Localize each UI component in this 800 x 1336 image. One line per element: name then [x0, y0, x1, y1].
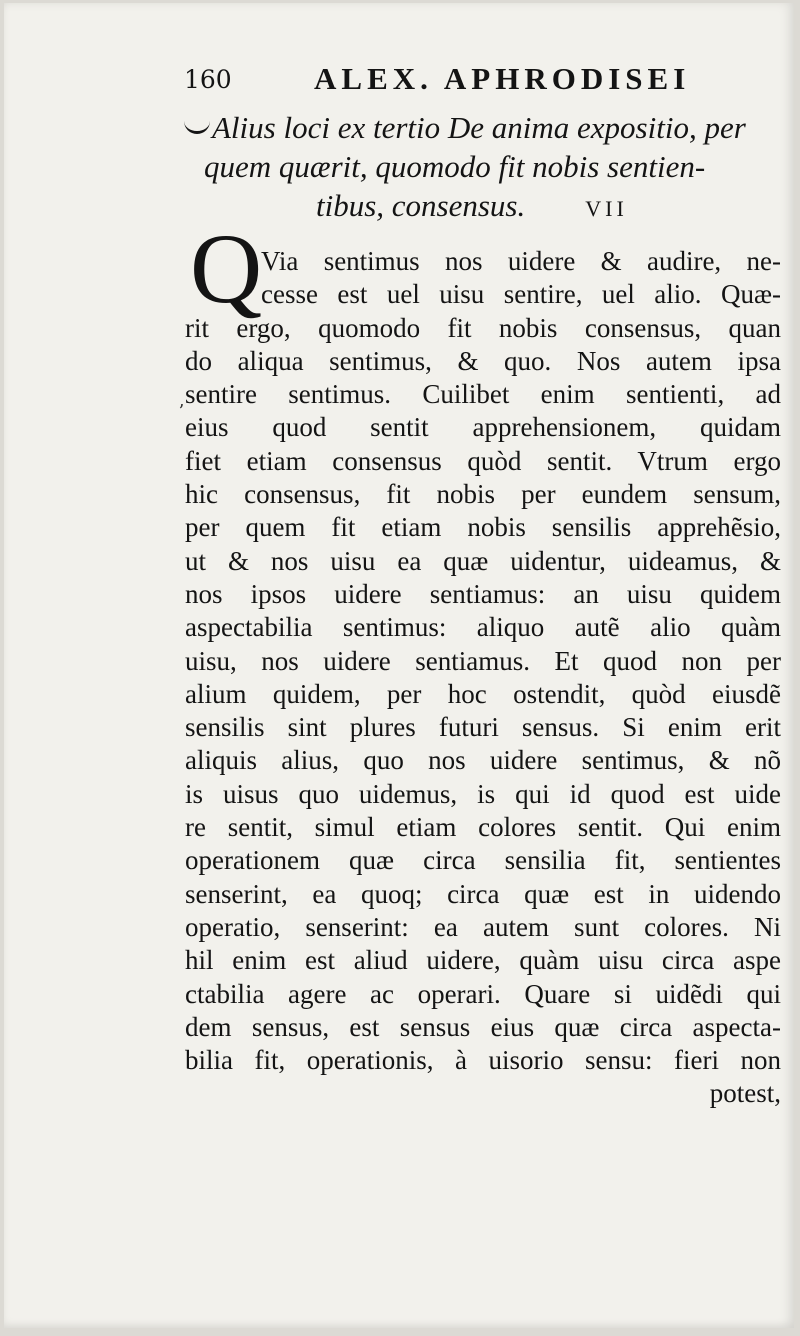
text-line: operationem quæ circa sensilia fit, sentientes [185, 845, 781, 876]
text-line: ctabilia agere ac operari. Quare si uidẽdi qui [185, 978, 781, 1009]
text-line: hic consensus, fit nobis per eundem sensum, [185, 479, 781, 510]
text-line: aliquis alius, quo nos uidere sentimus, & nõ [185, 745, 781, 776]
drop-cap-initial: Q [190, 213, 263, 324]
text-line: hil enim est aliud uidere, quàm uisu circa aspe [185, 945, 781, 976]
text-line: fiet etiam consensus quòd sentit. Vtrum ergo [185, 445, 781, 476]
text-line: per quem fit etiam nobis sensilis apprehẽsio, [185, 512, 781, 543]
book-page [4, 3, 794, 1328]
body-text [185, 245, 781, 1111]
flourish-ornament-icon [184, 117, 210, 134]
text-line: nos ipsos uidere sentiamus: an uisu quidem [185, 578, 781, 609]
text-line: operatio, senserint: ea autem sunt colores. Ni [185, 911, 781, 942]
heading-text: Alius loci ex tertio De anima expositio, per [212, 110, 746, 145]
text-line: rit ergo, quomodo fit nobis consensus, quan [185, 312, 781, 343]
chapter-number: VII [585, 196, 628, 221]
text-line: dem sensus, est sensus eius quæ circa aspecta- [185, 1011, 781, 1042]
text-line: uisu, nos uidere sentiamus. Et quod non per [185, 645, 781, 676]
running-title: ALEX. APHRODISEI [314, 61, 691, 96]
text-line: alium quidem, per hoc ostendit, quòd eiusdẽ [185, 678, 781, 709]
text-line: sentire sentimus. Cuilibet enim sentienti, ad [185, 379, 781, 410]
text-line: senserint, ea quoq; circa quæ est in uidendo [185, 878, 781, 909]
text-line: bilia fit, operationis, à uisorio sensu: fieri non [185, 1045, 781, 1076]
catchword: potest, [709, 1078, 781, 1109]
margin-mark: ʼ [178, 401, 184, 422]
chapter-heading [184, 108, 774, 228]
text-line: eius quod sentit apprehensionem, quidam [185, 412, 781, 443]
text-line: ut & nos uisu ea quæ uidentur, uideamus, & [185, 545, 781, 576]
text-line: re sentit, simul etiam colores sentit. Qui enim [185, 812, 781, 843]
heading-line [184, 186, 774, 228]
text-line: Via sentimus nos uidere & audire, ne- [261, 246, 781, 276]
text-line: is uisus quo uidemus, is qui id quod est uide [185, 778, 781, 809]
text-line: cesse est uel uisu sentire, uel alio. Quæ- [261, 279, 781, 310]
text-line: do aliqua sentimus, & quo. Nos autem ipsa [185, 345, 781, 376]
text-line: aspectabilia sentimus: aliquo autẽ alio quàm [185, 612, 781, 643]
heading-text: tibus, consensus. [316, 188, 526, 223]
text-line: sensilis sint plures futuri sensus. Si enim erit [185, 712, 781, 743]
page-number: 160 [184, 65, 232, 94]
running-head [184, 61, 724, 101]
heading-line: quem quærit, quomodo fit nobis sentien- [204, 149, 706, 184]
heading-line [184, 108, 774, 147]
